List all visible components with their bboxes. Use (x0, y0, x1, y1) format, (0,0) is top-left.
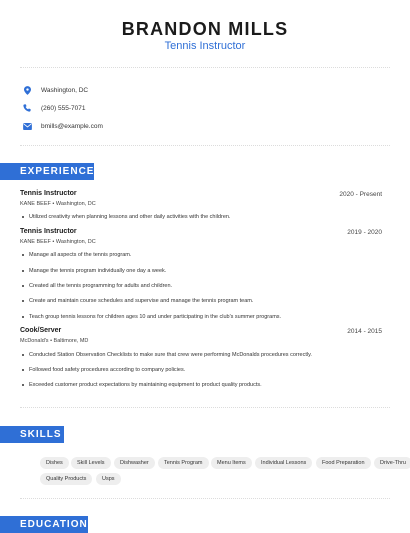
list-item (20, 382, 262, 388)
contact-location-text: Washington, DC (41, 86, 89, 94)
bullet-text: Manage all aspects of the tennis program. (29, 252, 132, 258)
bullet-text: Teach group tennis lessons for children ages 10 and under participating in the club's summer programs. (29, 314, 282, 320)
bullet-text: Followed food safety procedures according to company policies. (29, 367, 186, 373)
bullet-text: Create and maintain course schedules and supervise and manage the tennis program team. (29, 298, 254, 304)
job-title: Cook/Server (20, 327, 62, 334)
job-location: Washington, DC (55, 201, 96, 207)
name-heading: BRANDON MILLS (121, 19, 289, 39)
list-item (20, 367, 185, 373)
contact-phone-text: (260) 555-7071 (41, 104, 86, 112)
skill-chip: Food Preparation (316, 457, 371, 469)
list-item (20, 214, 230, 220)
divider (20, 67, 390, 68)
job-company: KANE BEEF (20, 239, 51, 245)
job-dates: 2014 - 2015 (347, 328, 382, 335)
contact-email-text: bmills@example.com (41, 122, 103, 130)
job-dates: 2020 - Present (339, 191, 382, 198)
job-company: McDonald's (20, 338, 49, 344)
skill-chip: Tennis Program (158, 457, 209, 469)
job-title: Tennis Instructor (20, 190, 77, 197)
bullet-text: Manage the tennis program individually one day a week. (29, 268, 167, 274)
job-role: Tennis Instructor (164, 40, 246, 52)
skill-chip: Dishwasher (114, 457, 155, 469)
list-item (20, 268, 166, 274)
bullet-text: Utilized creativity when planning lessons and other daily activities with the children. (29, 214, 231, 220)
skill-chip: Menu Items (211, 457, 252, 469)
section-experience: EXPERIENCE (0, 163, 94, 180)
contact-location (22, 85, 88, 95)
list-item (20, 352, 312, 358)
skill-chip: Skill Levels (71, 457, 111, 469)
job-dates: 2019 - 2020 (347, 229, 382, 236)
job-subtitle: McDonald's • Baltimore, MD (20, 338, 89, 344)
section-skills: SKILLS (0, 426, 64, 443)
list-item (20, 252, 131, 258)
skill-chip: Usps (96, 473, 121, 485)
contact-email (22, 121, 103, 131)
list-item (20, 314, 281, 320)
job-subtitle: KANE BEEF • Washington, DC (20, 201, 96, 207)
skill-chip: Drive-Thru (374, 457, 410, 469)
divider (20, 498, 390, 499)
job-location: Baltimore, MD (53, 338, 89, 344)
list-item (20, 283, 172, 289)
bullet-text: Conducted Station Observation Checklists to make sure that crew were performing McDonalds procedures correctly. (29, 352, 312, 358)
section-education: EDUCATION (0, 516, 88, 533)
envelope-icon (22, 121, 32, 131)
divider (20, 407, 390, 408)
contact-phone (22, 103, 85, 113)
location-pin-icon (22, 85, 32, 95)
divider (20, 145, 390, 146)
skill-chip: Quality Products (40, 473, 92, 485)
list-item (20, 298, 253, 304)
job-location: Washington, DC (55, 239, 96, 245)
job-subtitle: KANE BEEF • Washington, DC (20, 239, 96, 245)
skill-chip: Individual Lessons (255, 457, 312, 469)
bullet-text: Exceeded customer product expectations by maintaining equipment to product quality products. (29, 382, 262, 388)
bullet-text: Created all the tennis programming for adults and children. (29, 283, 173, 289)
skill-chip: Dishes (40, 457, 69, 469)
phone-icon (22, 103, 32, 113)
job-title: Tennis Instructor (20, 228, 77, 235)
job-company: KANE BEEF (20, 201, 51, 207)
